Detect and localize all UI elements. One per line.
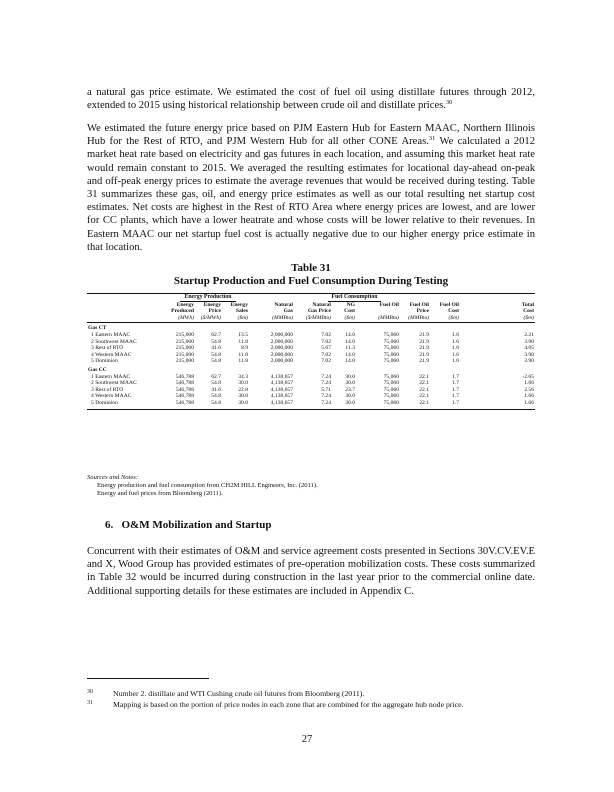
paragraph-text: We estimated the future energy price based on PJM Eastern Hub for Eastern MAAC, Northern Illinois Hub for the Rest of RTO, and PJM Western Hub for all other CONE Areas.: [87, 123, 535, 148]
footnote-text: Mapping is based on the portion of price nodes in each zone that are combined for the aggregate hub node price.: [113, 700, 464, 709]
col-header: Cost: [523, 308, 534, 315]
table-cell: 1.6: [452, 351, 459, 358]
table-cell: 22.1: [419, 386, 429, 393]
table-cell: 546,788: [167, 400, 195, 409]
col-header: Fuel Oil: [379, 301, 399, 308]
table-cell: 7.24: [321, 380, 331, 387]
table-cell: 14.0: [345, 331, 355, 338]
table-cell: 13.5: [238, 331, 248, 338]
table-cell: 54.8: [211, 393, 221, 400]
col-unit: (MMBtu): [356, 315, 400, 323]
row-label: 5 Dominion: [87, 400, 167, 409]
table-cell: 54.8: [211, 380, 221, 387]
footnote-mark: 30: [87, 689, 93, 695]
col-unit: (MMBtu): [249, 315, 294, 323]
row-label: 1 Eastern MAAC: [91, 373, 131, 380]
table-cell: 1.6: [452, 358, 459, 365]
table-cell: 11.8: [238, 358, 248, 365]
table-cell: 1.7: [452, 373, 459, 380]
table-cell: 546,788: [175, 380, 194, 387]
footnote-31: [87, 700, 535, 709]
table-cell: 4,138,657: [270, 380, 293, 387]
table-cell: 4,138,657: [249, 400, 294, 409]
footnote-mark: 31: [87, 700, 93, 706]
col-header: Sales: [235, 308, 248, 315]
note-line: Energy and fuel prices from Bloomberg (2011).: [97, 490, 223, 498]
table-cell: 215,000: [175, 358, 194, 365]
col-header: Cost: [344, 308, 355, 315]
col-unit: ($/MMBtu): [294, 315, 332, 323]
group-energy-production: Energy Production: [180, 294, 235, 302]
table-cell: 1.66: [524, 380, 534, 387]
table-cell: 546,788: [175, 373, 194, 380]
table-cell: 546,788: [175, 386, 194, 393]
col-unit: (MWh): [167, 315, 195, 323]
col-unit: ($m): [460, 315, 535, 323]
table-cell: 75,060: [356, 400, 400, 409]
table-cell: 1.6: [452, 345, 459, 352]
col-unit: ($/MWh): [195, 315, 222, 323]
table-cell: 14.0: [345, 338, 355, 345]
row-label: 1 Eastern MAAC: [91, 331, 131, 338]
table-cell: 75,060: [383, 380, 399, 387]
table-cell: 1.6: [452, 338, 459, 345]
col-header: Natural: [312, 301, 331, 308]
footnote-text: Number 2. distillate and WTI Cushing crude oil futures from Bloomberg (2011).: [113, 689, 365, 698]
table-cell: 21.9: [419, 351, 429, 358]
table-cell: 30.0: [238, 393, 248, 400]
paragraph-fuel-oil: [87, 86, 535, 112]
table-cell: 62.7: [211, 331, 221, 338]
table-cell: 21.9: [419, 338, 429, 345]
col-header: Energy: [176, 301, 194, 308]
table-cell: 5.71: [321, 386, 331, 393]
table-cell: 30.0: [332, 400, 356, 409]
col-header: Natural: [274, 301, 293, 308]
footnote-ref-30: 30: [445, 99, 453, 107]
table-cell: 22.1: [419, 380, 429, 387]
table-row: [87, 358, 535, 365]
section-title: O&M Mobilization and Startup: [121, 519, 272, 531]
table-cell: 5.67: [321, 345, 331, 352]
col-header: Cost: [448, 308, 459, 315]
col-header: [356, 308, 400, 315]
table-cell: 34.3: [238, 373, 248, 380]
paragraph-energy-price: [87, 122, 535, 254]
table-cell: 7.24: [294, 400, 332, 409]
table-cell: 215,000: [175, 351, 194, 358]
table-cell: 30.0: [345, 373, 355, 380]
section-heading: [105, 519, 272, 531]
col-header: Total: [521, 301, 534, 308]
table-cell: 75,060: [383, 393, 399, 400]
table-cell: 2,000,000: [270, 331, 293, 338]
table-cell: 4,138,657: [270, 393, 293, 400]
table-row: [87, 380, 535, 387]
paragraph-text: Concurrent with their estimates of O&M and service agreement costs presented in Sections 30V.CV.EV.E and X, Wood Group has provided estimates of pre-operation mobilization costs. These costs summarized in Table 32 would be incurred during construction in the last year prior to the commercial online date. Additional supporting details for these estimates are included in Appendix C.: [87, 546, 535, 597]
col-unit: ($m): [332, 315, 356, 323]
table-cell: 75,060: [383, 338, 399, 345]
col-header: Fuel Oil: [439, 301, 459, 308]
note-line: Energy production and fuel consumption from CH2M HILL Engineers, Inc. (2011).: [97, 482, 318, 490]
table-number: Table 31: [291, 262, 331, 274]
table-cell: 30.0: [345, 393, 355, 400]
row-label: 2 Southwest MAAC: [91, 338, 137, 345]
table-row: [87, 393, 535, 400]
table-row: [87, 345, 535, 352]
table-cell: 75,060: [383, 345, 399, 352]
table-cell: 2.56: [524, 386, 534, 393]
table-cell: 7.24: [321, 393, 331, 400]
col-unit: ($m): [430, 315, 460, 323]
table-cell: 4.05: [524, 345, 534, 352]
table-cell: 2,000,000: [270, 358, 293, 365]
table-cell: 7.02: [321, 331, 331, 338]
col-header: Produced: [171, 308, 194, 315]
table-cell: 30.0: [222, 400, 249, 409]
col-header: Price: [208, 308, 221, 315]
col-header: Gas: [283, 308, 293, 315]
table-cell: 54.8: [195, 400, 222, 409]
col-header: Gas Price: [307, 308, 331, 315]
table-cell: 3.90: [524, 358, 534, 365]
row-label: 4 Western MAAC: [91, 393, 132, 400]
table-cell: 22.1: [419, 393, 429, 400]
table-cell: 62.7: [211, 373, 221, 380]
row-label: 3 Rest of RTO: [91, 345, 124, 352]
table-notes: [87, 474, 535, 499]
table-cell: 1.66: [460, 400, 535, 409]
header-row-2: [87, 308, 535, 315]
table-row: [87, 374, 535, 381]
table-cell: 1.66: [524, 393, 534, 400]
table-cell: 215,000: [175, 345, 194, 352]
table-cell: 1.7: [452, 393, 459, 400]
table-cell: 75,060: [383, 373, 399, 380]
table-cell: 7.02: [321, 351, 331, 358]
table-cell: 3.90: [524, 338, 534, 345]
section-label-gas-cc: Gas CC: [88, 366, 107, 373]
gas-cc-section: [87, 365, 535, 409]
table-cell: 75,060: [383, 331, 399, 338]
table-cell: 30.0: [345, 380, 355, 387]
table-cell: 14.0: [345, 351, 355, 358]
table-cell: 11.8: [238, 338, 248, 345]
table-cell: 21.9: [419, 358, 429, 365]
table-cell: 2,000,000: [270, 338, 293, 345]
table-cell: 21.9: [419, 345, 429, 352]
table-cell: 215,000: [175, 331, 194, 338]
table-cell: 54.8: [211, 351, 221, 358]
row-label: 4 Western MAAC: [91, 351, 132, 358]
col-header: Energy: [230, 301, 248, 308]
paragraph-mobilization: [87, 545, 535, 598]
gas-ct-section: [87, 323, 535, 365]
table-cell: 4,138,657: [270, 373, 293, 380]
startup-production-table: [87, 293, 535, 410]
footnote-rule: [87, 678, 209, 679]
row-label: 5 Dominion: [91, 358, 118, 365]
table-cell: 4,138,657: [270, 386, 293, 393]
table-cell: 2,000,000: [270, 351, 293, 358]
paragraph-text: We calculated a 2012 market heat rate based on electricity and gas futures in each location, and assuming this market heat rate would remain constant to 2015. We averaged the resulting estimates for locational day-ahead on-peak and off-peak energy prices to estimate the average revenues that would be received during testing. Table 31 summarizes these gas, oil, and energy price estimates as well as our total resulting net startup cost estimates. Net costs are highest in the Rest of RTO Area where energy prices are lowest, and are lower for CC plants, which have a lower heatrate and whose costs will be lower relative to their revenues. In Eastern MAAC our net startup fuel cost is actually negative due to our higher energy price estimate in that location.: [87, 136, 535, 253]
table-cell: 54.8: [211, 358, 221, 365]
table-cell: 7.02: [321, 358, 331, 365]
col-header: Energy: [203, 301, 221, 308]
table-cell: 41.6: [211, 386, 221, 393]
table-cell: 14.0: [345, 358, 355, 365]
table-cell: 75,060: [383, 351, 399, 358]
header-row-1: [87, 302, 535, 309]
table-cell: 11.3: [345, 345, 355, 352]
table-cell: 2,000,000: [270, 345, 293, 352]
table-cell: 546,788: [175, 393, 194, 400]
table-cell: 2.21: [524, 331, 534, 338]
table-cell: 54.8: [211, 338, 221, 345]
section-number: 6.: [105, 519, 114, 531]
table-row: [87, 352, 535, 359]
footnote-30: [87, 689, 535, 698]
table-cell: 1.6: [452, 331, 459, 338]
table-row: [87, 339, 535, 346]
table-cell: 30.0: [238, 380, 248, 387]
col-header: Price: [416, 308, 429, 315]
page-number: 27: [301, 734, 313, 745]
notes-heading: Sources and Notes:: [87, 474, 139, 481]
table-cell: 11.8: [238, 351, 248, 358]
table-cell: 1.7: [430, 400, 460, 409]
table-cell: 8.9: [241, 345, 248, 352]
table-cell: 41.6: [211, 345, 221, 352]
table-cell: 215,000: [175, 338, 194, 345]
table-cell: -2.65: [522, 373, 534, 380]
table-cell: 7.24: [321, 373, 331, 380]
table-cell: 22.8: [238, 386, 248, 393]
table-row: [87, 332, 535, 339]
table-cell: 1.7: [452, 380, 459, 387]
row-label: 2 Southwest MAAC: [91, 380, 137, 387]
col-unit: (MMBtu): [400, 315, 430, 323]
col-unit: ($m): [222, 315, 249, 323]
table-cell: 75,060: [383, 358, 399, 365]
col-header: Fuel Oil: [409, 301, 429, 308]
table-cell: 7.02: [321, 338, 331, 345]
col-header: NG: [346, 301, 355, 308]
row-label: 3 Rest of RTO: [91, 386, 124, 393]
section-label-gas-ct: Gas CT: [88, 325, 107, 332]
table-cell: 1.7: [452, 386, 459, 393]
table-cell: 23.7: [345, 386, 355, 393]
group-fuel-consumption: Fuel Consumption: [328, 294, 382, 302]
units-row: [87, 315, 535, 323]
table-cell: 22.1: [419, 373, 429, 380]
table-cell: 3.90: [524, 351, 534, 358]
table-cell: 22.1: [400, 400, 430, 409]
table-row: [87, 400, 535, 409]
table-cell: 21.9: [419, 331, 429, 338]
table-row: [87, 387, 535, 394]
table-title: Startup Production and Fuel Consumption During Testing: [173, 275, 449, 287]
table-cell: 75,060: [383, 386, 399, 393]
paragraph-text: a natural gas price estimate. We estimated the cost of fuel oil using distillate futures through 2012, extended to 2015 using historical relationship between crude oil and distillate prices.: [87, 87, 535, 112]
footnote-ref-31: 31: [428, 135, 436, 143]
